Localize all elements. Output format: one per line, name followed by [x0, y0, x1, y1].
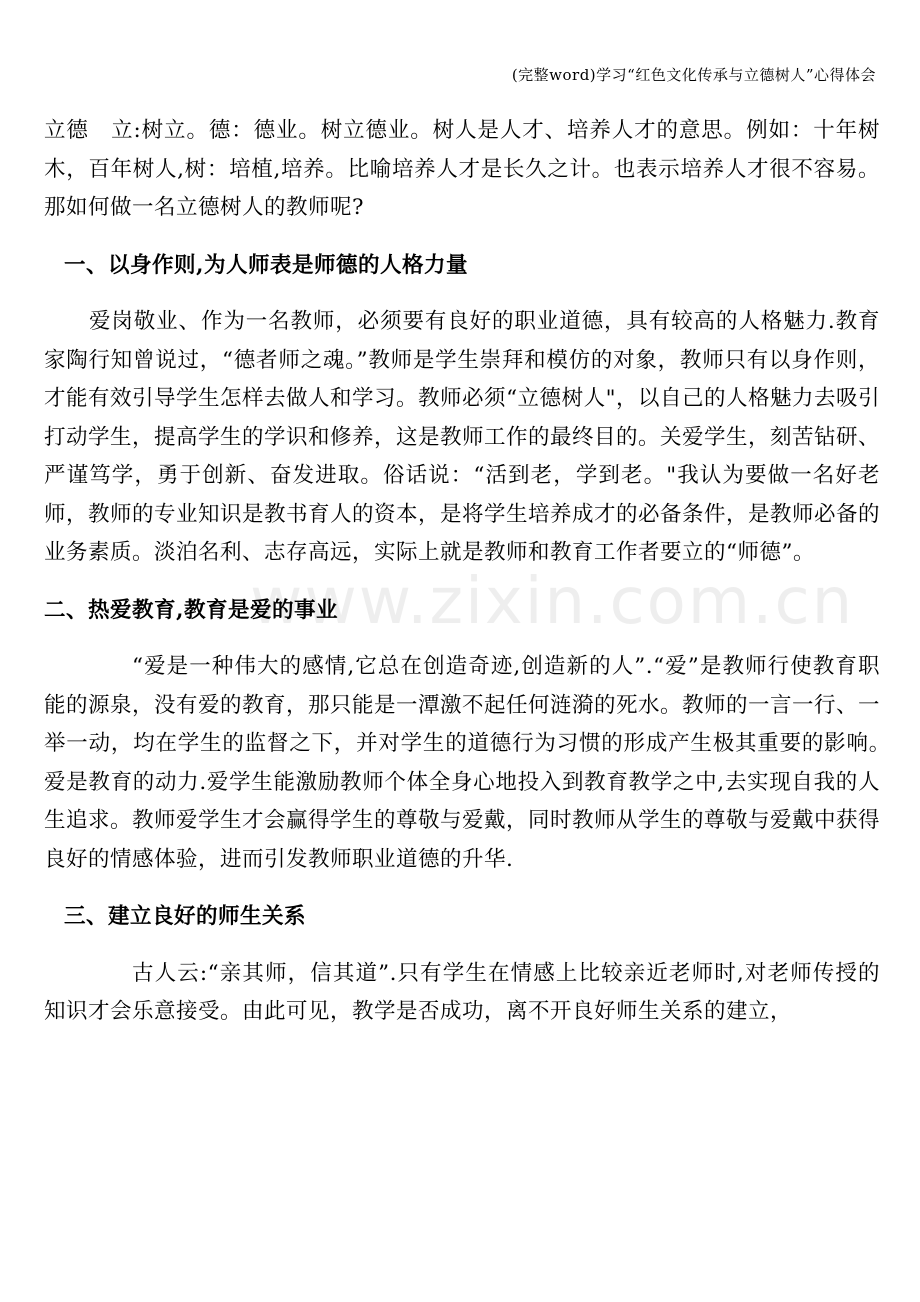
section-heading-2: 二、热爱教育,教育是爱的事业: [44, 597, 338, 623]
section-paragraph-1: 爱岗敬业、作为一名教师，必须要有良好的职业道德，具有较高的人格魅力.教育家陶行知曾说过，“德者师之魂。”教师是学生崇拜和模仿的对象，教师只有以身作则，才能有效引导学生怎样去做人和学习。教师必须“立德树人"，以自己的人格魅力去吸引打动学生，提高学生的学识和修养，这是教师工作的最终目的。关爱学生，刻苦钻研、严谨笃学，勇于创新、奋发进取。俗话说：“活到老，学到老。"我认为要做一名好老师，教师的专业知识是教书育人的资本，是将学生培养成才的必备条件，是教师必备的业务素质。淡泊名利、志存高远，实际上就是教师和教育工作者要立的“师德”。: [44, 309, 881, 565]
section-paragraph-2: “爱是一种伟大的感情,它总在创造奇迹,创造新的人”.“爱”是教师行使教育职能的源泉，没有爱的教育，那只能是一潭激不起任何涟漪的死水。教师的一言一行、一举一动，均在学生的监督之下，并对学生的道德行为习惯的形成产生极其重要的影响。 爱是教育的动力.爱学生能激励教师个体全身心地投入到教育教学之中,去实现自我的人生追求。教师爱学生才会赢得学生的尊敬与爱戴，同时教师从学生的尊敬与爱戴中获得良好的情感体验，进而引发教师职业道德的升华.: [44, 654, 903, 872]
intro-paragraph: 立德 立:树立。德：德业。树立德业。树人是人才、培养人才的意思。例如：十年树木，百年树人,树：培植,培养。比喻培养人才是长久之计。也表示培养人才很不容易。那如何做一名立德树人的教师呢?: [44, 118, 880, 220]
section-heading-3: 三、建立良好的师生关系: [64, 904, 307, 929]
header-divider: [44, 88, 876, 89]
document-body: [44, 112, 903, 1032]
page-header: (完整word)学习“红色文化传承与立德树人”心得体会: [511, 66, 876, 84]
section-heading-1: 一、以身作则,为人师表是师德的人格力量: [64, 252, 468, 278]
watermark: www.zixin.com.cn: [250, 565, 855, 639]
section-paragraph-3: 古人云:“亲其师，信其道”.只有学生在情感上比较亲近老师时,对老师传授的知识才会乐意接受。由此可见，教学是否成功，离不开良好师生关系的建立，: [44, 960, 880, 1024]
